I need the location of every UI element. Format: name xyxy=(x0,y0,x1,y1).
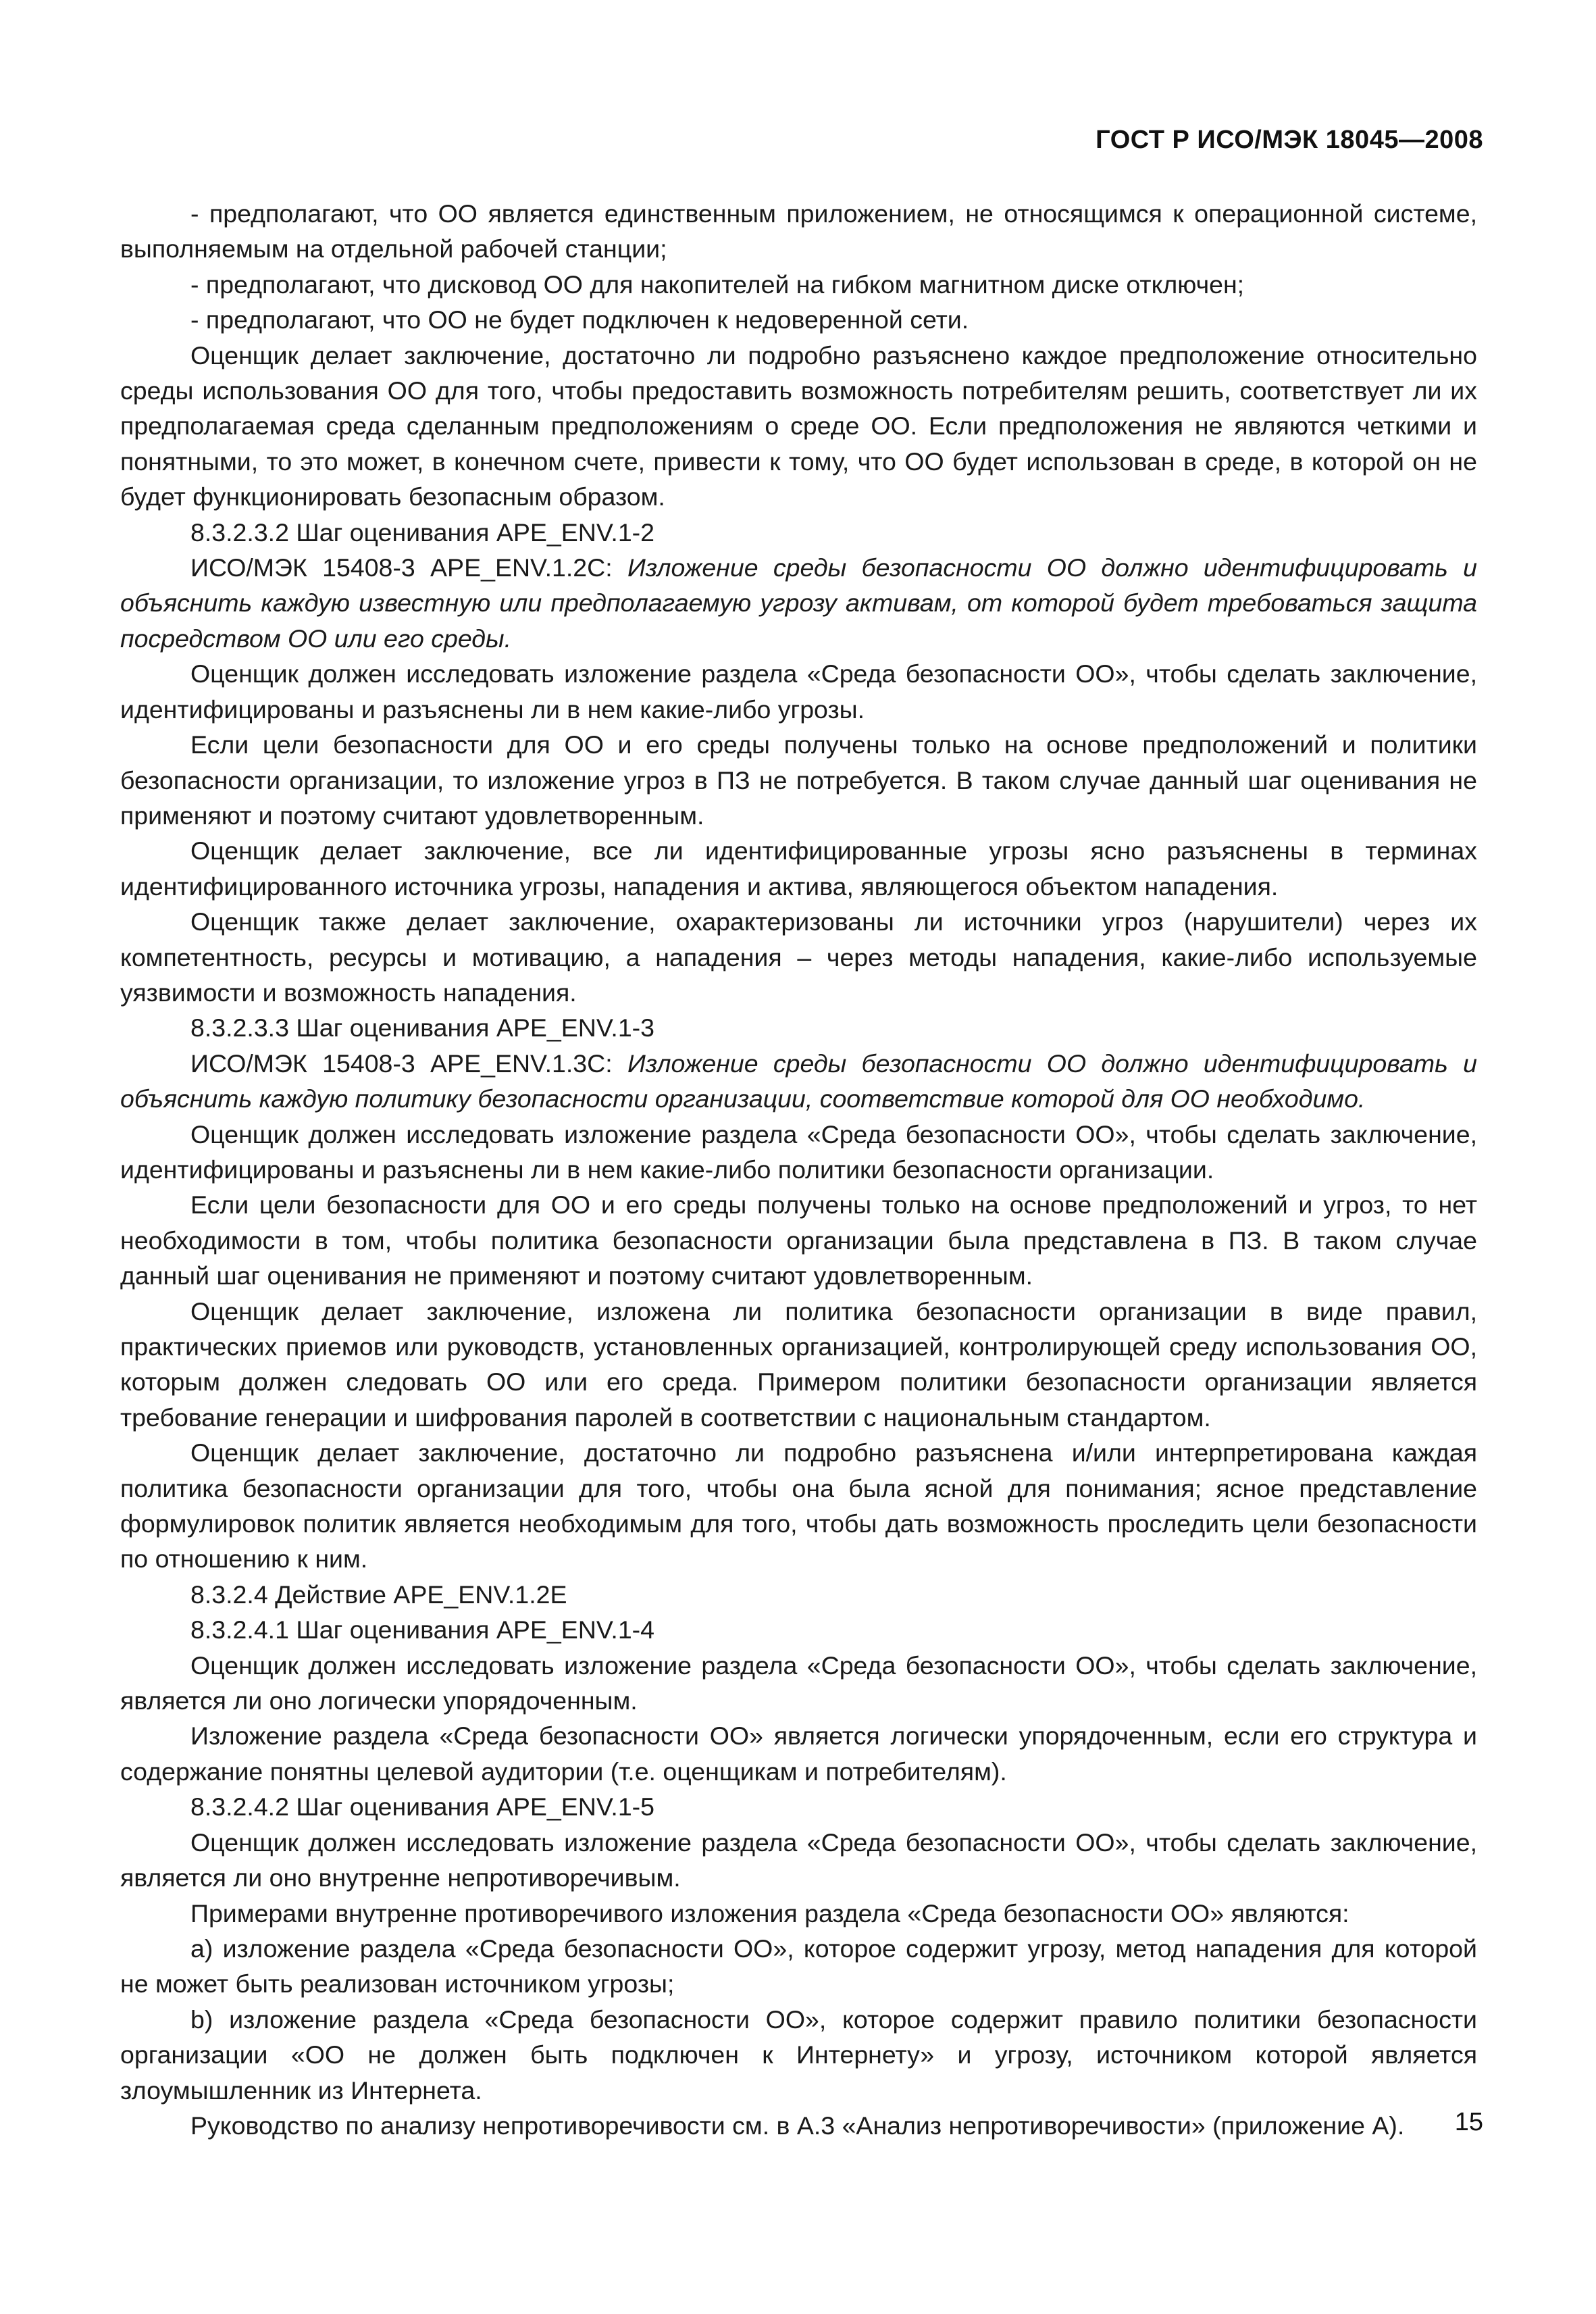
paragraph: Оценщик также делает заключение, охарактеризованы ли источники угроз (нарушители) через их компетентность, ресурсы и мотивацию, а нападения – через методы нападения, какие-либо используемые уязвимости и возможность нападения. xyxy=(120,907,1477,1007)
paragraph: - предполагают, что ОО не будет подключен к недоверенной сети. xyxy=(190,305,969,334)
document-body xyxy=(120,196,1477,2143)
paragraph: Примерами внутренне противоречивого изложения раздела «Среда безопасности ОО» являются: xyxy=(190,1898,1349,1928)
paragraph: - предполагают, что дисковод ОО для накопителей на гибком магнитном диске отключен; xyxy=(190,270,1245,299)
section-heading: 8.3.2.3.2 Шаг оценивания APE_ENV.1-2 xyxy=(190,518,655,547)
paragraph: Оценщик должен исследовать изложение раздела «Среда безопасности ОО», чтобы сделать заключение, идентифицированы и разъяснены ли в нем какие-либо политики безопасности организации. xyxy=(120,1120,1477,1184)
section-heading: 8.3.2.4.2 Шаг оценивания APE_ENV.1-5 xyxy=(190,1792,655,1821)
document-header: ГОСТ Р ИСО/МЭК 18045—2008 xyxy=(1096,126,1483,154)
paragraph: Оценщик должен исследовать изложение раздела «Среда безопасности ОО», чтобы сделать заключение, идентифицированы и разъяснены ли в нем какие-либо угрозы. xyxy=(120,659,1477,724)
paragraph: Если цели безопасности для ОО и его среды получены только на основе предположений и угроз, то нет необходимости в том, чтобы политика безопасности организации была представлена в ПЗ. В таком случае данный шаг оценивания не применяют и поэтому считают удовлетворенным. xyxy=(120,1190,1477,1290)
paragraph: Оценщик делает заключение, достаточно ли подробно разъяснено каждое предположение относительно среды использования ОО для того, чтобы предоставить возможность потребителям решить, соответствует ли их предполагаемая среда сделанным предположениям о среде ОО. Если предположения не являются четкими и понятными, то это может, в конечном счете, привести к тому, что ОО будет использован в среде, в которой он не будет функционировать безопасным образом. xyxy=(120,341,1477,511)
page-number: 15 xyxy=(1454,2108,1483,2136)
quote-italic: Изложение среды безопасности ОО должно идентифицировать и объяснить каждую известную или предполагаемую угрозу активам, от которой будет требоваться защита посредством ОО или его среды. xyxy=(120,553,1477,653)
paragraph: Оценщик должен исследовать изложение раздела «Среда безопасности ОО», чтобы сделать заключение, является ли оно внутренне непротиворечивым. xyxy=(120,1828,1477,1892)
paragraph: Оценщик делает заключение, изложена ли политика безопасности организации в виде правил, практических приемов или руководств, установленных организацией, контролирующей среду использования ОО, которым должен следовать ОО или его среда. Примером политики безопасности организации является требование генерации и шифрования паролей в соответствии с национальным стандартом. xyxy=(120,1297,1477,1432)
list-item: a) изложение раздела «Среда безопасности ОО», которое содержит угрозу, метод нападения для которой не может быть реализован источником угрозы; xyxy=(120,1934,1477,1998)
section-heading: 8.3.2.4 Действие APE_ENV.1.2E xyxy=(190,1580,567,1609)
standard-quote: ИСО/МЭК 15408-3 APE_ENV.1.2C: Изложение среды безопасности ОО должно идентифицировать и объяснить каждую известную или предполагаемую угрозу активам, от которой будет требоваться защита посредством ОО или его среды. xyxy=(120,553,1477,653)
paragraph: Оценщик должен исследовать изложение раздела «Среда безопасности ОО», чтобы сделать заключение, является ли оно логически упорядоченным. xyxy=(120,1651,1477,1715)
paragraph: Оценщик делает заключение, достаточно ли подробно разъяснена и/или интерпретирована каждая политика безопасности организации для того, чтобы она была ясной для понимания; ясное представление формулировок политик является необходимым для того, чтобы дать возможность проследить цели безопасности по отношению к ним. xyxy=(120,1438,1477,1574)
paragraph: Оценщик делает заключение, все ли идентифицированные угрозы ясно разъяснены в терминах идентифицированного источника угрозы, нападения и актива, являющегося объектом нападения. xyxy=(120,836,1477,901)
list-item: b) изложение раздела «Среда безопасности ОО», которое содержит правило политики безопасности организации «ОО не должен быть подключен к Интернету» и угрозу, источником которой является злоумышленник из Интернета. xyxy=(120,2005,1477,2105)
section-heading: 8.3.2.4.1 Шаг оценивания APE_ENV.1-4 xyxy=(190,1615,655,1644)
section-heading: 8.3.2.3.3 Шаг оценивания APE_ENV.1-3 xyxy=(190,1013,655,1042)
standard-quote: ИСО/МЭК 15408-3 APE_ENV.1.3C: Изложение среды безопасности ОО должно идентифицировать и объяснить каждую политику безопасности организации, соответствие которой для ОО необходимо. xyxy=(120,1049,1477,1113)
paragraph: Если цели безопасности для ОО и его среды получены только на основе предположений и политики безопасности организации, то изложение угроз в ПЗ не потребуется. В таком случае данный шаг оценивания не применяют и поэтому считают удовлетворенным. xyxy=(120,730,1477,830)
quote-italic: Изложение среды безопасности ОО должно идентифицировать и объяснить каждую политику безопасности организации, соответствие которой для ОО необходимо. xyxy=(120,1049,1477,1113)
paragraph: Руководство по анализу непротиворечивости см. в А.3 «Анализ непротиворечивости» (приложение А). xyxy=(190,2111,1405,2140)
paragraph: - предполагают, что ОО является единственным приложением, не относящимся к операционной системе, выполняемым на отдельной рабочей станции; xyxy=(120,199,1477,263)
paragraph: Изложение раздела «Среда безопасности ОО» является логически упорядоченным, если его структура и содержание понятны целевой аудитории (т.е. оценщикам и потребителям). xyxy=(120,1721,1477,1786)
